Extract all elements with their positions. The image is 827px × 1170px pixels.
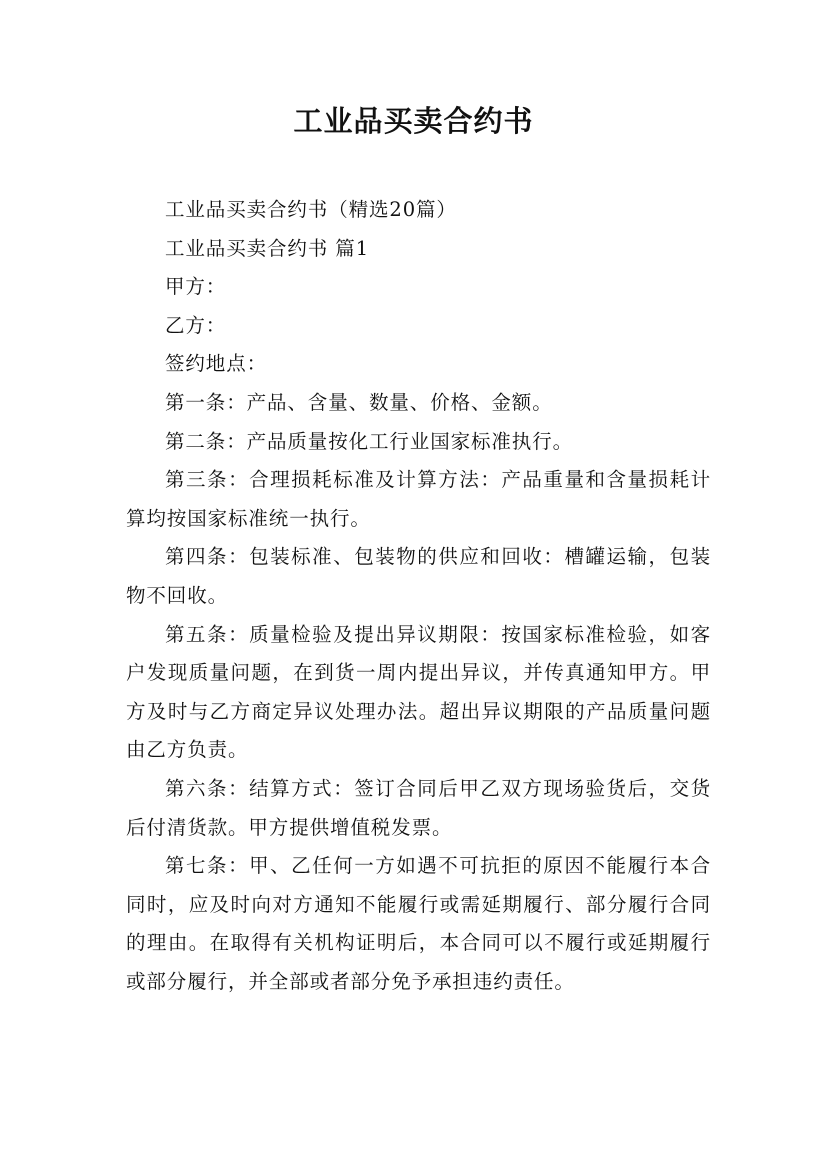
- paragraph-party-b: 乙方：: [165, 313, 227, 337]
- paragraph-signing-place: 签约地点：: [165, 352, 268, 376]
- paragraph-party-a: 甲方：: [165, 275, 227, 299]
- paragraph-article-4: 第四条：包装标准、包装物的供应和回收：槽罐运输，包装物不回收。: [126, 545, 711, 607]
- paragraph-article-2: 第二条：产品质量按化工行业国家标准执行。: [165, 429, 574, 453]
- paragraph-article-7: 第七条：甲、乙任何一方如遇不可抗拒的原因不能履行本合同时，应及时向对方通知不能履行或需延期履行、部分履行合同的理由。在取得有关机构证明后，本合同可以不履行或延期履行或部分履行，并全部或者部分免予承担违约责任。: [126, 854, 711, 993]
- paragraph-article-3: 第三条：合理损耗标准及计算方法：产品重量和含量损耗计算均按国家标准统一执行。: [126, 468, 711, 530]
- document-body: [126, 191, 711, 1001]
- paragraph-section-heading: 工业品买卖合约书 篇1: [165, 236, 370, 260]
- document-title: 工业品买卖合约书: [293, 104, 534, 138]
- paragraph-collection-title: 工业品买卖合约书（精选20篇）: [165, 198, 457, 221]
- paragraph-article-5: 第五条：质量检验及提出异议期限：按国家标准检验，如客户发现质量问题，在到货一周内提出异议，并传真通知甲方。甲方及时与乙方商定异议处理办法。超出异议期限的产品质量问题由乙方负责。: [126, 622, 711, 762]
- paragraph-article-1: 第一条：产品、含量、数量、价格、金额。: [165, 390, 553, 414]
- paragraph-article-6: 第六条：结算方式：签订合同后甲乙双方现场验货后，交货后付清货款。甲方提供增值税发票。: [126, 776, 711, 839]
